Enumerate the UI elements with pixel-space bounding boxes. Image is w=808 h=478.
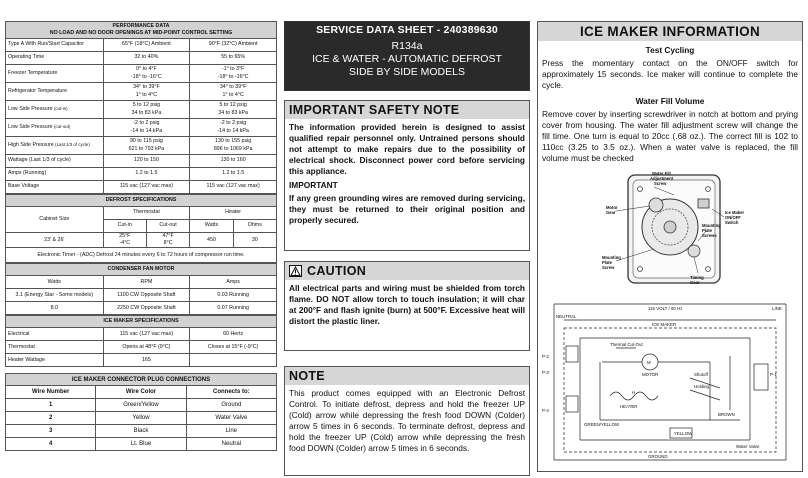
label-adjustment: Adjustment [650, 176, 674, 181]
table-row: Freezer Temperature 0° to 4°F -18° to -16°C -1° to 3°F -18° to -16°C [6, 65, 277, 83]
note-text: This product comes equipped with an Electronic Defrost Control. To initiate defrost, depress and hold the freezer UP (Cold) arrow while depressing the fresh food DOWN (Colder) arrow 5 times in 6 seconds. To terminate defrost, depress and hold the freezer UP (Cold) arrow while depressing the fresh food DOWN (Colder) arrow 5 times in 6 seconds. [289, 388, 525, 454]
table-row: 4 Lt. Blue Neutral [6, 438, 277, 451]
table-row: Operating Time 32 to 40% 55 to 65% [6, 52, 277, 65]
table-row: Low Side Pressure (cut-out) -2 to 2 psig -14 to 14 kPa -2 to 2 psig -14 to 14 kPa [6, 119, 277, 137]
wiring-diagram [540, 300, 800, 470]
wiring-h-label: H [632, 390, 636, 395]
wiring-green-yellow-label: GREEN/YELLOW [584, 422, 620, 427]
icemaker-spec-title: ICE MAKER SPECIFICATIONS [6, 316, 277, 328]
wiring-shutoff-label: Shutoff [694, 372, 708, 377]
wiring-line-label: LINE [772, 306, 782, 311]
label-gear: Gear [606, 210, 616, 215]
note-title: NOTE [285, 367, 529, 385]
model-description: ICE & WATER - AUTOMATIC DEFROST [312, 53, 502, 65]
icemaker-diagram [594, 169, 754, 294]
label-plate: Plate [702, 228, 713, 233]
water-fill-title: Water Fill Volume [635, 95, 705, 106]
left-column [5, 21, 277, 451]
defrost-timer-note: Electronic Timer - (ADC) Defrost 24 minutes every 6 to 72 hours of compressor run time. [6, 248, 277, 263]
wiring-heater-label: HEATER [620, 404, 638, 409]
wiring-p1-label: P-1 [770, 372, 777, 377]
label-screw: Screw [654, 181, 667, 186]
table-row: Amps (Running) 1.2 to 1.5 1.2 to 1.5 [6, 168, 277, 181]
right-column [537, 21, 803, 472]
label-mounting-2: Mounting [602, 255, 621, 260]
wiring-p2-label: P-2 [542, 354, 549, 359]
table-row: 3 Black Line [6, 425, 277, 438]
test-cycling-title: Test Cycling [645, 45, 695, 55]
caution-title: CAUTION [307, 264, 367, 278]
water-fill-text: Remove cover by inserting screwdriver in notch at bottom and prying cover from housing. The water fill adjustment screw will change the fill time. One turn is equal to 20cc (.68 oz.). The correct fill is 102 to 110cc (3.25 to 3.5 oz.). When a water valve is replaced, the fill volume must be checked [542, 108, 798, 163]
wiring-brown-label: BROWN [718, 412, 735, 417]
safety-note-title: IMPORTANT SAFETY NOTE [285, 101, 529, 119]
label-timing-gear: Gear [690, 280, 700, 285]
label-motor: Motor [606, 205, 618, 210]
table-row: Low Side Pressure (cut-in) 5 to 12 psig 34 to 83 kPa 5 to 12 psig 34 to 83 kPa [6, 101, 277, 119]
connector-title: ICE MAKER CONNECTOR PLUG CONNECTIONS [6, 374, 277, 386]
label-ice-maker: Ice Maker [725, 210, 745, 215]
label-mounting: Mounting [702, 223, 721, 228]
label-switch: Switch [725, 220, 739, 225]
icemaker-info-title: ICE MAKER INFORMATION [538, 22, 802, 41]
wiring-p3-label: P-3 [542, 370, 549, 375]
caution-text: All electrical parts and wiring must be shielded from torch flame. DO NOT allow torch to touch insulation; it will char at 200°F and flash ignite (burn) at 500°F. Excessive heat will distort the plastic liner. [289, 283, 525, 327]
wiring-m-label: M [647, 360, 651, 365]
label-timing: Timing [690, 275, 704, 280]
label-screw-2: Screw [602, 265, 615, 270]
service-data-header [284, 21, 530, 91]
important-label: IMPORTANT [289, 180, 338, 191]
performance-table [5, 21, 277, 194]
caution-box [284, 261, 530, 351]
safety-note-text: The information provided herein is designed to assist qualified repair personnel only. Untrained persons should not attempt to make repairs due to the possibility of electrical shock. Disconnect power cord before servicing this appliance. [289, 122, 525, 177]
icemaker-spec-table [5, 315, 277, 367]
table-row: Electrical 115 vac (127 vac max) 60 Hertz [6, 328, 277, 341]
performance-title: PERFORMANCE DATA NO LOAD AND NO DOOR OPENINGS AT MID-POINT CONTROL SETTING [6, 22, 277, 39]
wiring-thermal-label: Thermal Cut-Out [610, 342, 643, 347]
condenser-title: CONDENSER FAN MOTOR [6, 264, 277, 276]
table-row: Wattage (Last 1/3 of cycle) 120 to 150 130 to 160 [6, 155, 277, 168]
wiring-icemaker-label: ICE MAKER [652, 322, 677, 327]
label-water-fill: Water Fill [652, 171, 671, 176]
table-row: 2 Yellow Water Valve [6, 412, 277, 425]
table-row: 23' & 26' 25°F -4°C 47°F 8°C 450 30 [6, 233, 277, 248]
important-text: If any green grounding wires are removed during servicing, they must be returned to their original position and properly secured. [289, 193, 525, 226]
refrigerant-type: R134a [391, 40, 423, 52]
table-row: Thermostat Opens at 48°F (9°C) Closes at 15°F (-9°C) [6, 341, 277, 354]
table-row: High Side Pressure (Last 1/3 of cycle) 90 to 115 psig 621 to 793 kPa 130 to 155 psig 896 to 1069 kPa [6, 137, 277, 155]
safety-note-box [284, 100, 530, 251]
wiring-neutral-label: NEUTRAL [556, 314, 577, 319]
label-on-off: ON/OFF [725, 215, 741, 220]
middle-column [284, 21, 530, 454]
condenser-table: CONDENSER FAN MOTOR Watts RPM Amps 3.1 (Energy Star - Some models) 1100 CW Opposite Shaft 0.03 Running 8.0 2250 CW Opposite Shaft 0.07 Running [5, 263, 277, 315]
test-cycling-text: Press the momentary contact on the ON/OFF switch for approximately 15 seconds. Ice maker will continue to complete the cycle. [542, 58, 798, 90]
table-row: 3.1 (Energy Star - Some models) 1100 CW Opposite Shaft 0.03 Running [6, 289, 277, 302]
wiring-ground-label: GROUND [648, 454, 668, 459]
label-plate-2: Plate [602, 260, 613, 265]
table-row: 1 Green/Yellow Ground [6, 399, 277, 412]
table-row: Base Voltage 115 vac (127 vac max) 115 vac (127 vac max) [6, 181, 277, 194]
connector-table: ICE MAKER CONNECTOR PLUG CONNECTIONS Wire Number Wire Color Connects to: 1 Green/Yellow Ground 2 Yellow Water Valve 3 Black Line 4 Lt. Blue Neutral [5, 373, 277, 451]
wiring-p4-label: P-4 [542, 408, 549, 413]
defrost-table: DEFROST SPECIFICATIONS Cabinet Size Thermostat Heater Cut-in Cut-out Watts Ohms 23' & 26' 25°F -4°C 47°F 8°C 450 30 Electronic Timer - (ADC) Defrost 24 minutes every 6 to 72 hours of compressor run time. [5, 194, 277, 263]
table-row: Heater Wattage 165 [6, 354, 277, 367]
defrost-title: DEFROST SPECIFICATIONS [6, 195, 277, 207]
table-row: Type A With Run/Start Capacitor 65°F (18°C) Ambient 90°F (32°C) Ambient [6, 39, 277, 52]
note-box [284, 366, 530, 476]
table-row: Refrigerator Temperature 34° to 39°F 1° to 4°C 34° to 39°F 1° to 4°C [6, 83, 277, 101]
label-screws: Screws [702, 233, 717, 238]
wiring-water-valve-label: Water Valve [736, 444, 760, 449]
warning-icon [289, 265, 302, 277]
table-row: 8.0 2250 CW Opposite Shaft 0.07 Running [6, 302, 277, 315]
wiring-voltage-label: 115 VOLT / 60 Hz [648, 306, 683, 311]
wiring-holding-label: Holding [694, 384, 709, 389]
service-sheet-number: SERVICE DATA SHEET - 240389630 [316, 24, 498, 36]
wiring-motor-label: MOTOR [642, 372, 659, 377]
model-type: SIDE BY SIDE MODELS [349, 66, 465, 78]
wiring-yellow-label: YELLOW [674, 431, 693, 436]
